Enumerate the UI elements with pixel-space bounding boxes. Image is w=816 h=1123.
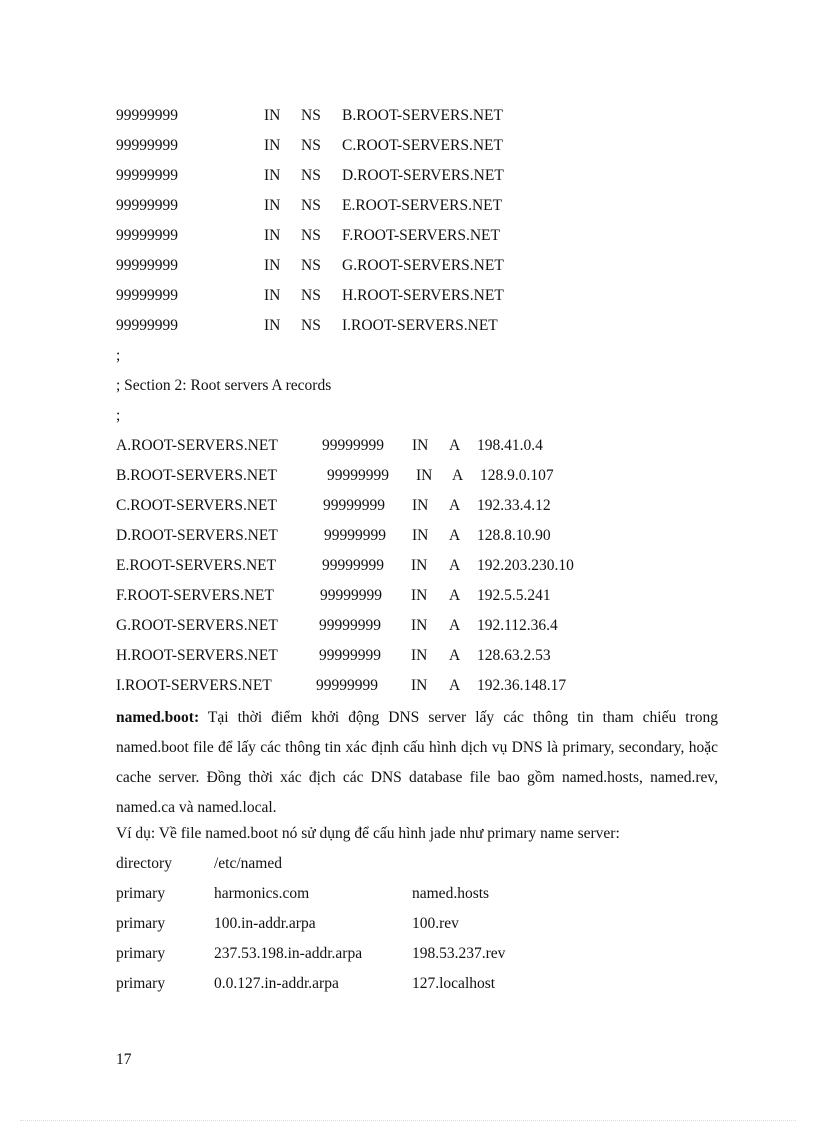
ns-class: IN: [264, 317, 281, 334]
ns-host: E.ROOT-SERVERS.NET: [342, 197, 503, 214]
ns-type: NS: [301, 257, 321, 274]
config-zone: harmonics.com: [214, 885, 310, 902]
example-intro: Ví dụ: Về file named.boot nó sử dụng để cấu hình jade như primary name server:: [116, 825, 620, 842]
a-host: I.ROOT-SERVERS.NET: [116, 677, 272, 694]
a-type: A: [449, 677, 461, 694]
a-ttl: 99999999: [324, 527, 386, 544]
a-ttl: 99999999: [320, 587, 382, 604]
ns-class: IN: [264, 167, 281, 184]
a-ip: 128.63.2.53: [477, 647, 551, 664]
a-ip: 128.8.10.90: [477, 527, 551, 544]
a-host: E.ROOT-SERVERS.NET: [116, 557, 277, 574]
config-type: primary: [116, 915, 166, 932]
ns-class: IN: [264, 257, 281, 274]
config-file: 127.localhost: [412, 975, 496, 992]
config-type: primary: [116, 945, 166, 962]
a-ttl: 99999999: [316, 677, 378, 694]
a-class: IN: [411, 557, 428, 574]
page-number: 17: [116, 1051, 132, 1068]
a-type: A: [449, 647, 461, 664]
ns-ttl: 99999999: [116, 167, 178, 184]
a-ip: 192.36.148.17: [477, 677, 567, 694]
a-host: F.ROOT-SERVERS.NET: [116, 587, 274, 604]
a-class: IN: [412, 527, 429, 544]
ns-host: G.ROOT-SERVERS.NET: [342, 257, 504, 274]
named-boot-paragraph: [116, 703, 718, 823]
ns-ttl: 99999999: [116, 287, 178, 304]
config-zone: 0.0.127.in-addr.arpa: [214, 975, 339, 992]
a-ttl: 99999999: [319, 617, 381, 634]
ns-host: B.ROOT-SERVERS.NET: [342, 107, 503, 124]
config-entry: [116, 974, 496, 1034]
ns-host: C.ROOT-SERVERS.NET: [342, 137, 503, 154]
comment-line: ;: [116, 407, 121, 424]
ns-ttl: 99999999: [116, 107, 178, 124]
comment-line: ;: [116, 347, 121, 364]
ns-class: IN: [264, 107, 281, 124]
a-ttl: 99999999: [319, 647, 381, 664]
a-ip: 192.112.36.4: [477, 617, 558, 634]
config-value: /etc/named: [214, 855, 282, 872]
ns-host: H.ROOT-SERVERS.NET: [342, 287, 504, 304]
ns-ttl: 99999999: [116, 257, 178, 274]
ns-host: F.ROOT-SERVERS.NET: [342, 227, 500, 244]
a-ttl: 99999999: [327, 467, 389, 484]
page-bottom-divider: [20, 1120, 796, 1121]
ns-type: NS: [301, 107, 321, 124]
config-type: primary: [116, 885, 166, 902]
a-host: D.ROOT-SERVERS.NET: [116, 527, 278, 544]
a-ttl: 99999999: [322, 437, 384, 454]
a-type: A: [449, 527, 461, 544]
ns-ttl: 99999999: [116, 197, 178, 214]
a-type: A: [449, 587, 461, 604]
a-type: A: [449, 437, 461, 454]
config-zone: 100.in-addr.arpa: [214, 915, 316, 932]
ns-ttl: 99999999: [116, 137, 178, 154]
ns-ttl: 99999999: [116, 317, 178, 334]
a-host: B.ROOT-SERVERS.NET: [116, 467, 277, 484]
ns-type: NS: [301, 287, 321, 304]
ns-class: IN: [264, 197, 281, 214]
ns-class: IN: [264, 287, 281, 304]
a-ip: 192.33.4.12: [477, 497, 551, 514]
a-class: IN: [411, 587, 428, 604]
ns-ttl: 99999999: [116, 227, 178, 244]
ns-host: D.ROOT-SERVERS.NET: [342, 167, 504, 184]
a-type: A: [449, 497, 461, 514]
named-boot-term: named.boot:: [116, 709, 200, 726]
a-type: A: [452, 467, 464, 484]
a-class: IN: [412, 497, 429, 514]
a-host: C.ROOT-SERVERS.NET: [116, 497, 277, 514]
config-file: named.hosts: [412, 885, 490, 902]
ns-class: IN: [264, 137, 281, 154]
config-file: 100.rev: [412, 915, 459, 932]
ns-type: NS: [301, 137, 321, 154]
ns-type: NS: [301, 227, 321, 244]
config-key: directory: [116, 855, 172, 872]
ns-type: NS: [301, 197, 321, 214]
config-type: primary: [116, 975, 166, 992]
a-ip: 198.41.0.4: [477, 437, 543, 454]
section-heading: ; Section 2: Root servers A records: [116, 377, 332, 394]
a-ttl: 99999999: [323, 497, 385, 514]
config-file: 198.53.237.rev: [412, 945, 506, 962]
a-host: A.ROOT-SERVERS.NET: [116, 437, 278, 454]
ns-class: IN: [264, 227, 281, 244]
a-type: A: [449, 617, 461, 634]
a-class: IN: [411, 677, 428, 694]
a-class: IN: [416, 467, 433, 484]
ns-host: I.ROOT-SERVERS.NET: [342, 317, 498, 334]
a-host: G.ROOT-SERVERS.NET: [116, 617, 278, 634]
a-class: IN: [412, 437, 429, 454]
a-class: IN: [411, 647, 428, 664]
a-ip: 128.9.0.107: [480, 467, 554, 484]
a-ttl: 99999999: [322, 557, 384, 574]
named-boot-description: Tại thời điểm khởi động DNS server lấy các thông tin tham chiếu trong named.boot file để lấy các thông tin xác định cấu hình dịch vụ DNS là primary, secondary, hoặc cache server. Đồng thời xác địch các DNS database file bao gồm named.hosts, named.rev, named.ca và named.local.: [116, 709, 718, 816]
a-ip: 192.203.230.10: [477, 557, 574, 574]
a-type: A: [449, 557, 461, 574]
ns-type: NS: [301, 317, 321, 334]
a-host: H.ROOT-SERVERS.NET: [116, 647, 278, 664]
ns-type: NS: [301, 167, 321, 184]
a-ip: 192.5.5.241: [477, 587, 551, 604]
config-zone: 237.53.198.in-addr.arpa: [214, 945, 363, 962]
a-class: IN: [411, 617, 428, 634]
